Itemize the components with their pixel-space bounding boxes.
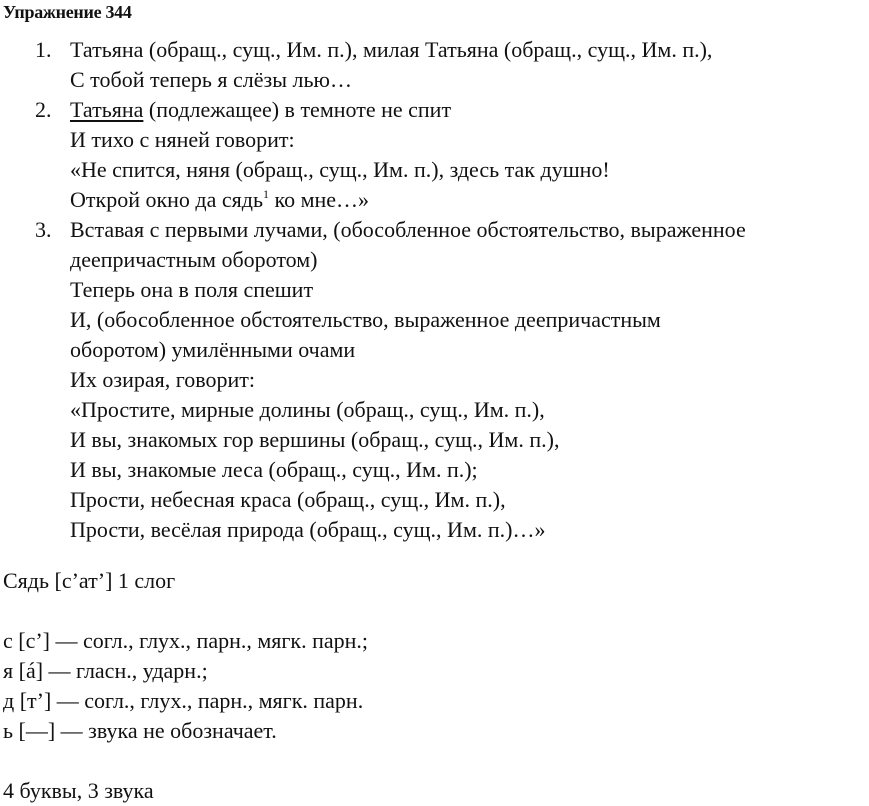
exercise-title: Упражнение 344 [3,2,132,22]
item-line: оборотом) умилёнными очами [70,337,356,362]
item-line: И тихо с няней говорит: [70,127,295,152]
list-item-3 [0,215,869,545]
item-line: Татьяна (обращ., сущ., Им. п.), милая Татьяна (обращ., сущ., Им. п.), [70,37,713,62]
item-line: Прости, весёлая природа (обращ., сущ., Им. п.)…» [70,517,546,542]
answer-list [0,35,869,545]
phonetic-analysis [3,566,368,806]
analysis-heading: Сядь [с’ат’] 1 слог [3,568,176,593]
subject-underlined: Татьяна [70,97,144,122]
item-line: деепричастным оборотом) [70,247,318,272]
item-line [70,185,869,215]
sound-line: с [с’] — согл., глух., парн., мягк. парн.; [3,628,369,653]
item-number: 1. [35,37,52,62]
item-line: И вы, знакомых гор вершины (обращ., сущ., Им. п.), [70,427,560,452]
item-line: «Не спится, няня (обращ., сущ., Им. п.), здесь так душно! [70,157,610,182]
item-line: Вставая с первыми лучами, (обособленное обстоятельство, выраженное [70,217,746,242]
item-line: И вы, знакомые леса (обращ., сущ., Им. п.); [70,457,478,482]
item-number: 2. [35,97,52,122]
sound-line: ь [—] — звука не обозначает. [3,718,277,743]
item-number: 3. [35,217,52,242]
item-line: Теперь она в поля спешит [70,277,314,302]
line-text: ко мне…» [269,187,370,212]
analysis-summary: 4 буквы, 3 звука [3,778,154,803]
line-text: Открой окно да сядь [70,187,263,212]
footnote-marker: 1 [263,187,269,201]
item-line: И, (обособленное обстоятельство, выраженное деепричастным [70,307,661,332]
sound-line: я [á] — гласн., ударн.; [3,658,208,683]
item-line: С тобой теперь я слёзы лью… [70,67,352,92]
item-line: Прости, небесная краса (обращ., сущ., Им. п.), [70,487,506,512]
item-line: «Простите, мирные долины (обращ., сущ., Им. п.), [70,397,545,422]
line-rest: (подлежащее) в темноте не спит [143,97,452,122]
item-line: Их озирая, говорит: [70,367,255,392]
item-line [70,95,869,125]
list-item-1 [0,35,869,95]
list-item-2 [0,95,869,215]
sound-line: д [т’] — согл., глух., парн., мягк. парн. [3,688,364,713]
